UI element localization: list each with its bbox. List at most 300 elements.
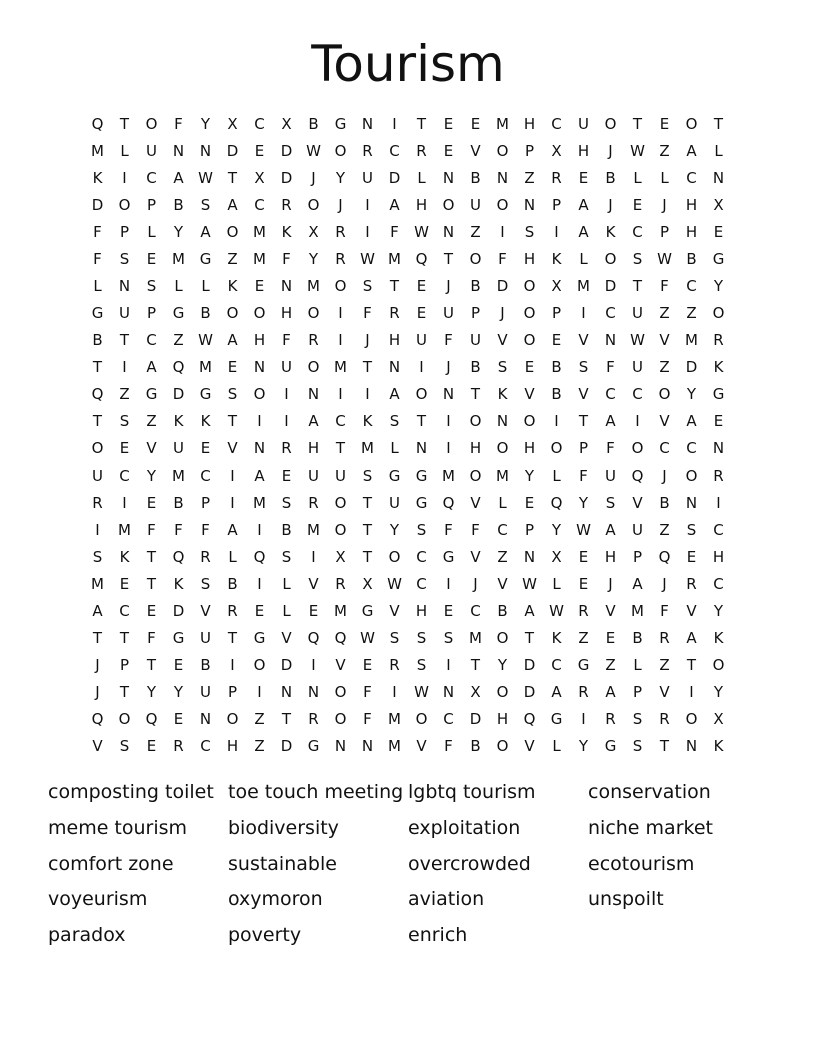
grid-letter: C <box>605 304 616 323</box>
grid-letter: X <box>227 114 238 133</box>
grid-letter: V <box>686 601 697 620</box>
grid-letter: B <box>200 656 211 675</box>
grid-letter: J <box>662 195 667 214</box>
grid-letter: S <box>200 195 211 214</box>
grid-letter: X <box>308 222 319 241</box>
grid-letter: Y <box>713 683 724 702</box>
grid-letter: A <box>254 466 265 485</box>
grid-letter: U <box>362 168 373 187</box>
grid-letter: E <box>713 222 724 241</box>
grid-letter: I <box>446 656 451 675</box>
grid-letter: K <box>281 222 292 241</box>
grid-row <box>84 300 732 327</box>
grid-letter: W <box>360 629 375 648</box>
grid-letter: J <box>95 656 100 675</box>
grid-letter: A <box>173 168 184 187</box>
word-list-item: conservation <box>588 781 711 803</box>
grid-letter: F <box>606 358 615 377</box>
grid-letter: Q <box>307 629 320 648</box>
grid-letter: B <box>470 737 481 756</box>
grid-letter: U <box>578 114 589 133</box>
grid-letter: A <box>227 331 238 350</box>
grid-letter: E <box>173 656 184 675</box>
grid-letter: L <box>498 493 507 512</box>
grid-letter: G <box>172 629 185 648</box>
word-list-item: exploitation <box>408 816 521 839</box>
grid-letter: L <box>120 141 129 160</box>
grid-letter: I <box>257 683 262 702</box>
grid-letter: P <box>200 493 211 512</box>
grid-letter: C <box>416 547 427 566</box>
grid-letter: C <box>632 222 643 241</box>
grid-letter: G <box>712 249 725 268</box>
grid-row <box>84 652 732 679</box>
grid-letter: T <box>686 656 697 675</box>
grid-letter: J <box>95 683 100 702</box>
grid-letter: E <box>443 114 454 133</box>
grid-letter: X <box>362 574 373 593</box>
word-list-item: toe touch meeting <box>228 781 404 803</box>
grid-letter: O <box>496 629 509 648</box>
grid-letter: C <box>119 466 130 485</box>
grid-letter: I <box>95 520 100 539</box>
grid-letter: B <box>551 385 562 404</box>
grid-letter: Y <box>578 737 589 756</box>
grid-letter: L <box>552 574 561 593</box>
grid-letter: M <box>388 737 401 756</box>
grid-letter: W <box>387 574 402 593</box>
grid-letter: J <box>338 195 343 214</box>
grid-letter: O <box>496 141 509 160</box>
grid-letter: Z <box>119 385 130 404</box>
grid-letter: O <box>226 304 239 323</box>
grid-letter: Z <box>254 710 265 729</box>
grid-letter: I <box>122 493 127 512</box>
grid-letter: O <box>415 385 428 404</box>
grid-letter: X <box>713 710 724 729</box>
grid-letter: B <box>551 358 562 377</box>
grid-letter: E <box>119 574 130 593</box>
grid-letter: G <box>307 737 320 756</box>
grid-row <box>84 408 732 435</box>
grid-letter: K <box>497 385 508 404</box>
grid-letter: F <box>93 222 102 241</box>
grid-letter: E <box>443 601 454 620</box>
grid-letter: D <box>685 358 698 377</box>
grid-letter: U <box>200 683 211 702</box>
grid-letter: P <box>146 304 157 323</box>
grid-letter: C <box>605 385 616 404</box>
grid-letter: Z <box>578 629 589 648</box>
grid-letter: Y <box>335 168 346 187</box>
grid-letter: M <box>631 601 644 620</box>
grid-letter: A <box>551 683 562 702</box>
grid-letter: X <box>551 141 562 160</box>
grid-letter: I <box>419 358 424 377</box>
grid-letter: U <box>281 358 292 377</box>
grid-letter: Z <box>254 737 265 756</box>
grid-letter: P <box>146 195 157 214</box>
grid-letter: P <box>119 656 130 675</box>
word-list-item: enrich <box>408 924 468 947</box>
grid-letter: K <box>362 412 373 431</box>
grid-letter: E <box>632 195 643 214</box>
grid-letter: I <box>446 439 451 458</box>
grid-letter: I <box>392 114 397 133</box>
grid-letter: X <box>281 114 292 133</box>
grid-letter: A <box>200 222 211 241</box>
grid-letter: O <box>523 304 536 323</box>
grid-letter: S <box>578 358 589 377</box>
grid-letter: R <box>713 466 724 485</box>
grid-letter: O <box>145 114 158 133</box>
grid-letter: A <box>686 629 697 648</box>
grid-letter: B <box>605 168 616 187</box>
grid-letter: T <box>146 574 157 593</box>
grid-letter: O <box>712 304 725 323</box>
grid-row <box>84 679 732 706</box>
grid-letter: J <box>446 277 451 295</box>
grid-letter: I <box>392 683 397 702</box>
grid-letter: M <box>361 439 374 458</box>
grid-letter: A <box>227 520 238 539</box>
grid-letter: N <box>253 439 266 458</box>
grid-letter: R <box>281 439 292 458</box>
grid-letter: S <box>632 710 643 729</box>
grid-letter: H <box>523 249 536 268</box>
grid-letter: H <box>415 195 428 214</box>
grid-letter: H <box>388 331 401 350</box>
grid-letter: M <box>91 141 104 160</box>
grid-letter: Y <box>146 683 157 702</box>
word-list-item: unspoilt <box>588 888 664 911</box>
grid-letter: O <box>118 710 131 729</box>
grid-letter: L <box>552 466 561 485</box>
grid-letter: Z <box>173 331 184 350</box>
grid-row <box>84 381 732 408</box>
grid-letter: O <box>523 331 536 350</box>
grid-letter: K <box>551 249 562 268</box>
grid-letter: O <box>496 683 509 702</box>
grid-letter: A <box>578 222 589 241</box>
grid-letter: U <box>632 520 643 539</box>
grid-letter: O <box>685 466 698 485</box>
grid-letter: I <box>284 412 289 431</box>
grid-letter: M <box>577 277 590 295</box>
grid-letter: L <box>417 168 426 187</box>
grid-letter: H <box>523 114 536 133</box>
grid-letter: P <box>578 439 589 458</box>
grid-letter: I <box>311 656 316 675</box>
word-list-item: comfort zone <box>48 852 174 875</box>
grid-letter: J <box>500 304 505 323</box>
grid-letter: W <box>549 601 564 620</box>
grid-letter: R <box>578 683 589 702</box>
grid-letter: J <box>311 168 316 187</box>
grid-letter: I <box>338 385 343 404</box>
word-list-item: oxymoron <box>228 888 323 911</box>
grid-letter: O <box>631 439 644 458</box>
grid-letter: N <box>280 277 293 295</box>
grid-letter: L <box>93 277 102 295</box>
grid-letter: V <box>578 385 589 404</box>
grid-letter: B <box>92 331 103 350</box>
grid-letter: R <box>335 249 346 268</box>
grid-letter: T <box>659 737 670 756</box>
grid-letter: T <box>416 114 427 133</box>
grid-letter: L <box>147 222 156 241</box>
grid-letter: R <box>659 710 670 729</box>
grid-letter: V <box>92 737 103 756</box>
grid-letter: Y <box>551 520 562 539</box>
word-list-item: ecotourism <box>588 852 695 875</box>
grid-letter: E <box>686 547 697 566</box>
grid-letter: Q <box>631 466 644 485</box>
grid-letter: I <box>716 493 721 512</box>
grid-letter: V <box>578 331 589 350</box>
grid-letter: F <box>498 249 507 268</box>
grid-letter: M <box>388 710 401 729</box>
grid-letter: G <box>415 493 428 512</box>
grid-letter: N <box>523 547 536 566</box>
grid-letter: A <box>605 412 616 431</box>
grid-letter: R <box>686 574 697 593</box>
grid-letter: U <box>605 466 616 485</box>
grid-letter: S <box>227 385 238 404</box>
grid-letter: I <box>230 656 235 675</box>
grid-letter: N <box>361 737 374 756</box>
grid-letter: E <box>443 141 454 160</box>
grid-letter: G <box>712 385 725 404</box>
grid-letter: L <box>633 168 642 187</box>
grid-letter: F <box>147 520 156 539</box>
grid-row <box>84 597 732 624</box>
grid-letter: B <box>632 629 643 648</box>
grid-letter: S <box>362 466 373 485</box>
grid-letter: V <box>470 141 481 160</box>
word-list-item: voyeurism <box>48 888 148 911</box>
grid-letter: V <box>632 493 643 512</box>
grid-letter: T <box>470 656 481 675</box>
grid-letter: J <box>608 574 613 593</box>
grid-letter: A <box>389 385 400 404</box>
grid-letter: C <box>119 601 130 620</box>
grid-letter: N <box>388 358 401 377</box>
grid-letter: G <box>334 114 347 133</box>
grid-letter: V <box>470 493 481 512</box>
grid-letter: N <box>361 114 374 133</box>
grid-letter: Z <box>470 222 481 241</box>
grid-letter: T <box>146 656 157 675</box>
grid-letter: G <box>361 601 374 620</box>
grid-letter: P <box>119 222 130 241</box>
grid-letter: J <box>365 331 370 350</box>
grid-letter: N <box>199 141 212 160</box>
grid-letter: N <box>712 439 725 458</box>
grid-letter: N <box>523 195 536 214</box>
grid-letter: R <box>281 195 292 214</box>
grid-letter: P <box>659 222 670 241</box>
grid-letter: M <box>91 574 104 593</box>
grid-letter: N <box>307 385 320 404</box>
grid-letter: A <box>605 683 616 702</box>
grid-letter: W <box>630 331 645 350</box>
grid-letter: P <box>632 683 643 702</box>
grid-letter: O <box>253 656 266 675</box>
grid-letter: K <box>92 168 103 187</box>
grid-letter: Q <box>415 249 428 268</box>
grid-letter: G <box>604 737 617 756</box>
grid-letter: O <box>334 710 347 729</box>
grid-letter: R <box>389 304 400 323</box>
grid-letter: C <box>659 439 670 458</box>
grid-letter: A <box>686 412 697 431</box>
grid-letter: L <box>174 277 183 295</box>
grid-letter: A <box>227 195 238 214</box>
grid-letter: R <box>335 222 346 241</box>
grid-letter: O <box>469 249 482 268</box>
grid-letter: I <box>581 710 586 729</box>
grid-letter: X <box>335 547 346 566</box>
grid-letter: Z <box>146 412 157 431</box>
grid-letter: W <box>522 574 537 593</box>
grid-letter: R <box>227 601 238 620</box>
grid-letter: Q <box>658 547 671 566</box>
grid-letter: N <box>442 683 455 702</box>
grid-letter: M <box>388 249 401 268</box>
grid-letter: I <box>338 331 343 350</box>
grid-letter: O <box>442 195 455 214</box>
grid-letter: V <box>497 331 508 350</box>
grid-letter: E <box>578 547 589 566</box>
grid-letter: N <box>118 277 131 295</box>
grid-letter: M <box>307 277 320 295</box>
grid-letter: E <box>119 439 130 458</box>
grid-letter: I <box>446 412 451 431</box>
grid-row <box>84 191 732 218</box>
grid-letter: E <box>605 629 616 648</box>
grid-letter: Z <box>497 547 508 566</box>
grid-letter: R <box>605 710 616 729</box>
grid-letter: P <box>227 683 238 702</box>
grid-letter: F <box>660 601 669 620</box>
grid-letter: E <box>146 737 157 756</box>
grid-letter: P <box>470 304 481 323</box>
grid-letter: C <box>551 114 562 133</box>
grid-letter: T <box>92 629 103 648</box>
grid-letter: T <box>281 710 292 729</box>
grid-letter: O <box>334 493 347 512</box>
grid-letter: O <box>523 412 536 431</box>
grid-letter: P <box>632 547 643 566</box>
grid-letter: X <box>254 168 265 187</box>
grid-letter: B <box>200 304 211 323</box>
grid-letter: E <box>362 656 373 675</box>
grid-letter: U <box>335 466 346 485</box>
grid-letter: I <box>257 574 262 593</box>
grid-letter: S <box>281 547 292 566</box>
grid-letter: M <box>253 222 266 241</box>
grid-letter: T <box>119 683 130 702</box>
grid-letter: C <box>470 601 481 620</box>
grid-letter: Q <box>334 629 347 648</box>
grid-letter: D <box>523 683 536 702</box>
grid-letter: X <box>551 547 562 566</box>
grid-letter: R <box>551 168 562 187</box>
grid-letter: F <box>174 114 183 133</box>
grid-letter: K <box>173 412 184 431</box>
grid-letter: H <box>415 601 428 620</box>
grid-letter: Y <box>497 656 508 675</box>
grid-letter: I <box>230 466 235 485</box>
grid-letter: O <box>685 114 698 133</box>
grid-letter: D <box>388 168 401 187</box>
grid-letter: Z <box>659 141 670 160</box>
grid-letter: L <box>633 656 642 675</box>
grid-letter: N <box>172 141 185 160</box>
grid-letter: Y <box>200 114 211 133</box>
grid-letter: U <box>443 304 454 323</box>
grid-letter: R <box>92 493 103 512</box>
grid-letter: Z <box>686 304 697 323</box>
grid-letter: E <box>308 601 319 620</box>
word-list-item: lgbtq tourism <box>408 781 536 803</box>
grid-letter: T <box>335 439 346 458</box>
grid-letter: B <box>281 520 292 539</box>
grid-letter: T <box>227 629 238 648</box>
grid-letter: W <box>198 168 213 187</box>
grid-letter: W <box>414 683 429 702</box>
grid-letter: Y <box>578 493 589 512</box>
grid-letter: O <box>496 737 509 756</box>
grid-letter: W <box>360 249 375 268</box>
grid-letter: J <box>473 574 478 593</box>
grid-letter: D <box>523 656 536 675</box>
grid-letter: N <box>496 412 509 431</box>
grid-letter: O <box>307 358 320 377</box>
grid-letter: E <box>146 249 157 268</box>
grid-letter: O <box>334 277 347 295</box>
grid-letter: J <box>608 141 613 160</box>
grid-letter: K <box>713 737 724 756</box>
grid-letter: S <box>524 222 535 241</box>
grid-letter: X <box>713 195 724 214</box>
grid-letter: L <box>282 574 291 593</box>
grid-letter: F <box>93 249 102 268</box>
grid-letter: N <box>685 737 698 756</box>
word-list-item: paradox <box>48 924 126 947</box>
grid-letter: M <box>199 358 212 377</box>
grid-letter: S <box>497 358 508 377</box>
grid-letter: R <box>362 141 373 160</box>
grid-letter: C <box>200 466 211 485</box>
grid-letter: H <box>523 439 536 458</box>
grid-letter: A <box>632 574 643 593</box>
grid-letter: D <box>280 168 293 187</box>
grid-letter: N <box>712 168 725 187</box>
grid-letter: Y <box>686 385 697 404</box>
grid-row <box>84 354 732 381</box>
grid-letter: K <box>227 277 238 295</box>
grid-row <box>84 706 732 733</box>
grid-letter: I <box>230 493 235 512</box>
grid-letter: H <box>280 304 293 323</box>
grid-letter: S <box>200 574 211 593</box>
grid-letter: D <box>280 737 293 756</box>
grid-letter: B <box>308 114 319 133</box>
grid-letter: O <box>334 520 347 539</box>
grid-letter: C <box>551 656 562 675</box>
